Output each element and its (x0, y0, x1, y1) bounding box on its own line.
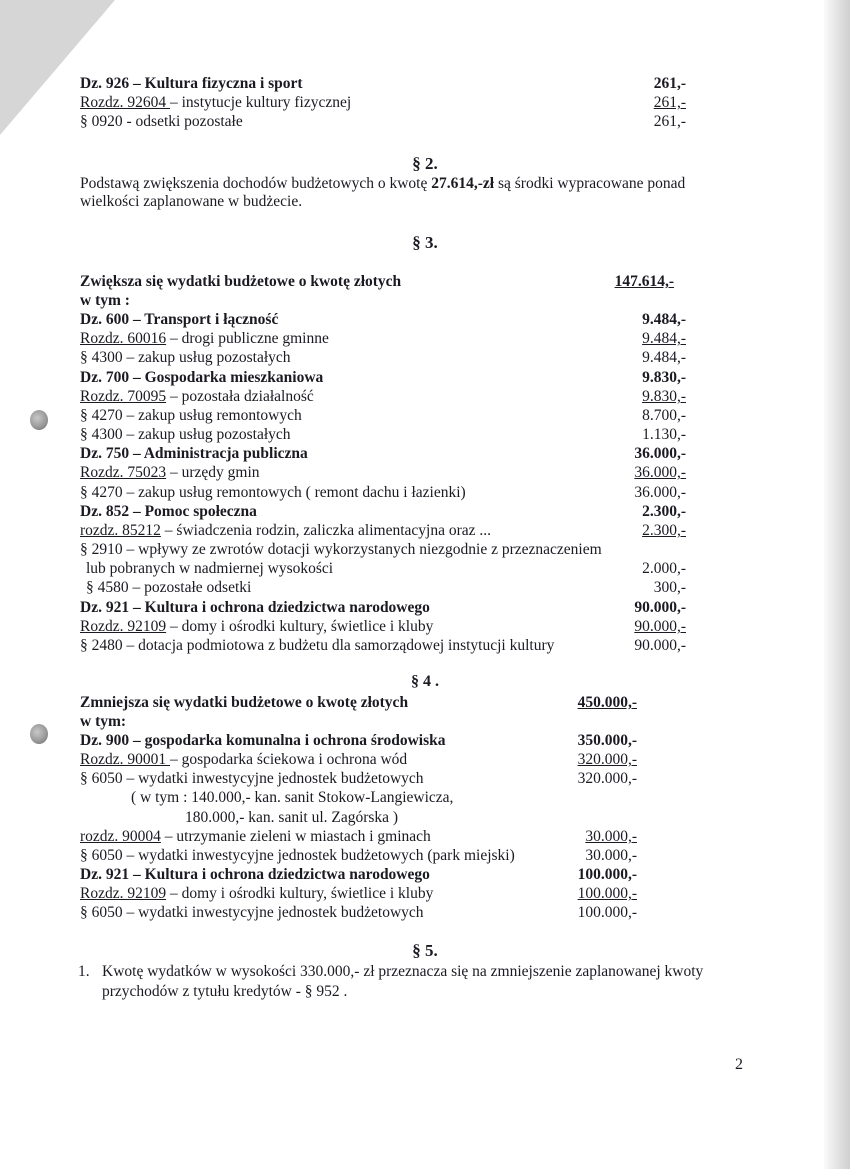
s3-p2910-amount: 2.000,- (642, 560, 686, 577)
s3-dz600-row (0, 310, 850, 330)
s4-dz900-label: Dz. 900 – gospodarka komunalna i ochrona środowiska (80, 732, 446, 749)
s4-wtym-row (0, 712, 850, 732)
s4-p6050c-amount: 100.000,- (577, 904, 637, 921)
s3-dz852-row (0, 502, 850, 522)
s3-intro-amount: 147.614,- (614, 273, 674, 290)
s3-p4270a-row (0, 406, 850, 426)
s3-p4300b-label: § 4300 – zakup usług pozostałych (80, 426, 291, 443)
s3-p4300a-amount: 9.484,- (642, 349, 686, 366)
s3-p2910-row-1 (0, 540, 850, 560)
s3-p4270a-amount: 8.700,- (642, 407, 686, 424)
rozdz92604-row (0, 93, 850, 113)
s3-dz700-row (0, 368, 850, 388)
s3-p4270b-amount: 36.000,- (634, 484, 686, 501)
s3-dz600-label: Dz. 600 – Transport i łączność (80, 311, 279, 328)
s3-p4300b-amount: 1.130,- (642, 426, 686, 443)
s3-p2910-row-2 (0, 559, 850, 579)
s4-intro-label: Zmniejsza się wydatki budżetowe o kwotę złotych (80, 694, 409, 711)
s4-p6050a-row (0, 769, 850, 789)
s4-p6050b-amount: 30.000,- (585, 847, 637, 864)
dz926-label: Dz. 926 – Kultura fizyczna i sport (80, 75, 303, 92)
rozdz92604-desc: – instytucje kultury fizycznej (169, 94, 352, 111)
s3-dz600-amount: 9.484,- (642, 311, 686, 328)
s4-p6050b-label: § 6050 – wydatki inwestycyjne jednostek budżetowych (park miejski) (80, 847, 515, 864)
s3-p4270b-label: § 4270 – zakup usług remontowych ( remont dachu i łazienki) (80, 484, 466, 501)
s3-rozdz92109-amount: 90.000,- (634, 618, 686, 635)
dz926-amount: 261,- (653, 75, 686, 92)
s4-p6050a-label: § 6050 – wydatki inwestycyjne jednostek budżetowych (80, 770, 424, 787)
s3-dz750-label: Dz. 750 – Administracja publiczna (80, 445, 308, 462)
rozdz92604-amount: 261,- (653, 94, 686, 111)
s3-rozdz75023-row (0, 463, 850, 483)
s4-note1: ( w tym : 140.000,- kan. sanit Stokow-Langiewicza, (131, 789, 454, 806)
s4-rozdz90004-code: rozdz. 90004 (80, 828, 161, 845)
s4-rozdz90001-row (0, 750, 850, 770)
section-2-text: Podstawą zwiększenia dochodów budżetowych o kwotę 27.614,-zł są środki wypracowane ponad wielkości zaplanowane w budżecie. (80, 175, 686, 210)
s5-item1-text: Kwotę wydatków w wysokości 330.000,- zł przeznacza się na zmniejszenie zaplanowanej kwoty przychodów z tytułu kredytów - § 952 . (102, 963, 704, 1000)
dz926-row (0, 74, 850, 94)
s4-note-row-2 (0, 808, 850, 828)
s3-rozdz70095-desc: – pozostała działalność (166, 388, 314, 405)
s4-rozdz92109-amount: 100.000,- (577, 885, 637, 902)
s4-p6050c-row (0, 903, 850, 923)
s3-p2480-row (0, 636, 850, 656)
s3-rozdz75023-amount: 36.000,- (634, 464, 686, 481)
s4-dz921-row (0, 865, 850, 885)
s3-p4300a-row (0, 348, 850, 368)
s3-wtym: w tym : (80, 292, 130, 309)
s3-p4270b-row (0, 483, 850, 503)
s4-rozdz90001-desc: – gospodarka ściekowa i ochrona wód (169, 751, 408, 768)
s3-rozdz75023-code: Rozdz. 75023 (80, 464, 167, 481)
s3-rozdz60016-amount: 9.484,- (642, 330, 686, 347)
s4-rozdz92109-desc: – domy i ośrodki kultury, świetlice i kluby (166, 885, 434, 902)
section-2-heading: § 2. (412, 154, 438, 173)
s3-p2480-label: § 2480 – dotacja podmiotowa z budżetu dla samorządowej instytucji kultury (80, 637, 555, 654)
s3-rozdz60016-code: Rozdz. 60016 (80, 330, 167, 347)
s4-p6050a-amount: 320.000,- (577, 770, 637, 787)
s4-rozdz90004-amount: 30.000,- (585, 828, 637, 845)
s3-rozdz70095-amount: 9.830,- (642, 388, 686, 405)
s3-rozdz70095-code: Rozdz. 70095 (80, 388, 167, 405)
s3-rozdz85212-code: rozdz. 85212 (80, 522, 161, 539)
s5-item1-number: 1. (78, 963, 90, 980)
s4-dz900-row (0, 731, 850, 751)
s3-intro-label: Zwiększa się wydatki budżetowe o kwotę złotych (80, 273, 402, 290)
s4-rozdz92109-row (0, 884, 850, 904)
s3-rozdz85212-desc: – świadczenia rodzin, zaliczka alimentacyjna oraz ... (160, 522, 491, 539)
s3-p4300a-label: § 4300 – zakup usług pozostałych (80, 349, 291, 366)
s3-rozdz92109-row (0, 617, 850, 637)
s3-dz852-amount: 2.300,- (642, 503, 686, 520)
s3-intro-row (0, 272, 850, 292)
s3-p2910-line1: § 2910 – wpływy ze zwrotów dotacji wykorzystanych niezgodnie z przeznaczeniem (80, 541, 602, 558)
section-4-heading: § 4 . (411, 673, 439, 690)
s3-rozdz75023-desc: – urzędy gmin (166, 464, 260, 481)
s4-p6050c-label: § 6050 – wydatki inwestycyjne jednostek budżetowych (80, 904, 424, 921)
s4-rozdz90001-amount: 320.000,- (577, 751, 637, 768)
s3-p4300b-row (0, 425, 850, 445)
p0920-row (0, 112, 850, 132)
s3-dz750-row (0, 444, 850, 464)
section-3-heading: § 3. (412, 233, 438, 252)
s4-note2: 180.000,- kan. sanit ul. Zagórska ) (185, 809, 399, 826)
s3-rozdz85212-amount: 2.300,- (642, 522, 686, 539)
s4-dz900-amount: 350.000,- (577, 732, 637, 749)
s3-rozdz92109-code: Rozdz. 92109 (80, 618, 167, 635)
s4-rozdz90004-desc: – utrzymanie zieleni w miastach i gminach (160, 828, 431, 845)
section-5-heading: § 5. (412, 941, 438, 960)
s3-dz921-row (0, 598, 850, 618)
s4-rozdz92109-code: Rozdz. 92109 (80, 885, 167, 902)
s4-rozdz90004-row (0, 827, 850, 847)
s3-dz700-amount: 9.830,- (642, 369, 686, 386)
s3-p4580-row (0, 578, 850, 598)
s3-dz700-label: Dz. 700 – Gospodarka mieszkaniowa (80, 369, 324, 386)
s3-p2910-line2: lub pobranych w nadmiernej wysokości (86, 560, 334, 577)
rozdz92604-code: Rozdz. 92604 (80, 94, 170, 111)
s3-rozdz70095-row (0, 387, 850, 407)
p0920-label: § 0920 - odsetki pozostałe (80, 113, 243, 130)
s3-rozdz60016-desc: – drogi publiczne gminne (166, 330, 329, 347)
s4-rozdz90001-code: Rozdz. 90001 (80, 751, 170, 768)
s4-dz921-amount: 100.000,- (577, 866, 637, 883)
s4-intro-amount: 450.000,- (577, 694, 637, 711)
s3-dz921-amount: 90.000,- (634, 599, 686, 616)
s4-dz921-label: Dz. 921 – Kultura i ochrona dziedzictwa narodowego (80, 866, 430, 883)
s3-dz921-label: Dz. 921 – Kultura i ochrona dziedzictwa narodowego (80, 599, 430, 616)
s3-rozdz60016-row (0, 329, 850, 349)
s3-p2480-amount: 90.000,- (634, 637, 686, 654)
s3-p4580-amount: 300,- (653, 579, 686, 596)
s3-wtym-row (0, 291, 850, 311)
s3-rozdz92109-desc: – domy i ośrodki kultury, świetlice i kluby (166, 618, 434, 635)
s3-p4270a-label: § 4270 – zakup usług remontowych (80, 407, 302, 424)
s4-note-row-1 (0, 788, 850, 808)
s4-wtym: w tym: (80, 713, 127, 730)
s3-rozdz85212-row (0, 521, 850, 541)
s3-p4580-label: § 4580 – pozostałe odsetki (86, 579, 252, 596)
s3-dz852-label: Dz. 852 – Pomoc społeczna (80, 503, 257, 520)
s4-p6050b-row (0, 846, 850, 866)
p0920-amount: 261,- (653, 113, 686, 130)
page-number: 2 (735, 1056, 743, 1073)
s3-dz750-amount: 36.000,- (634, 445, 686, 462)
s4-intro-row (0, 693, 850, 713)
